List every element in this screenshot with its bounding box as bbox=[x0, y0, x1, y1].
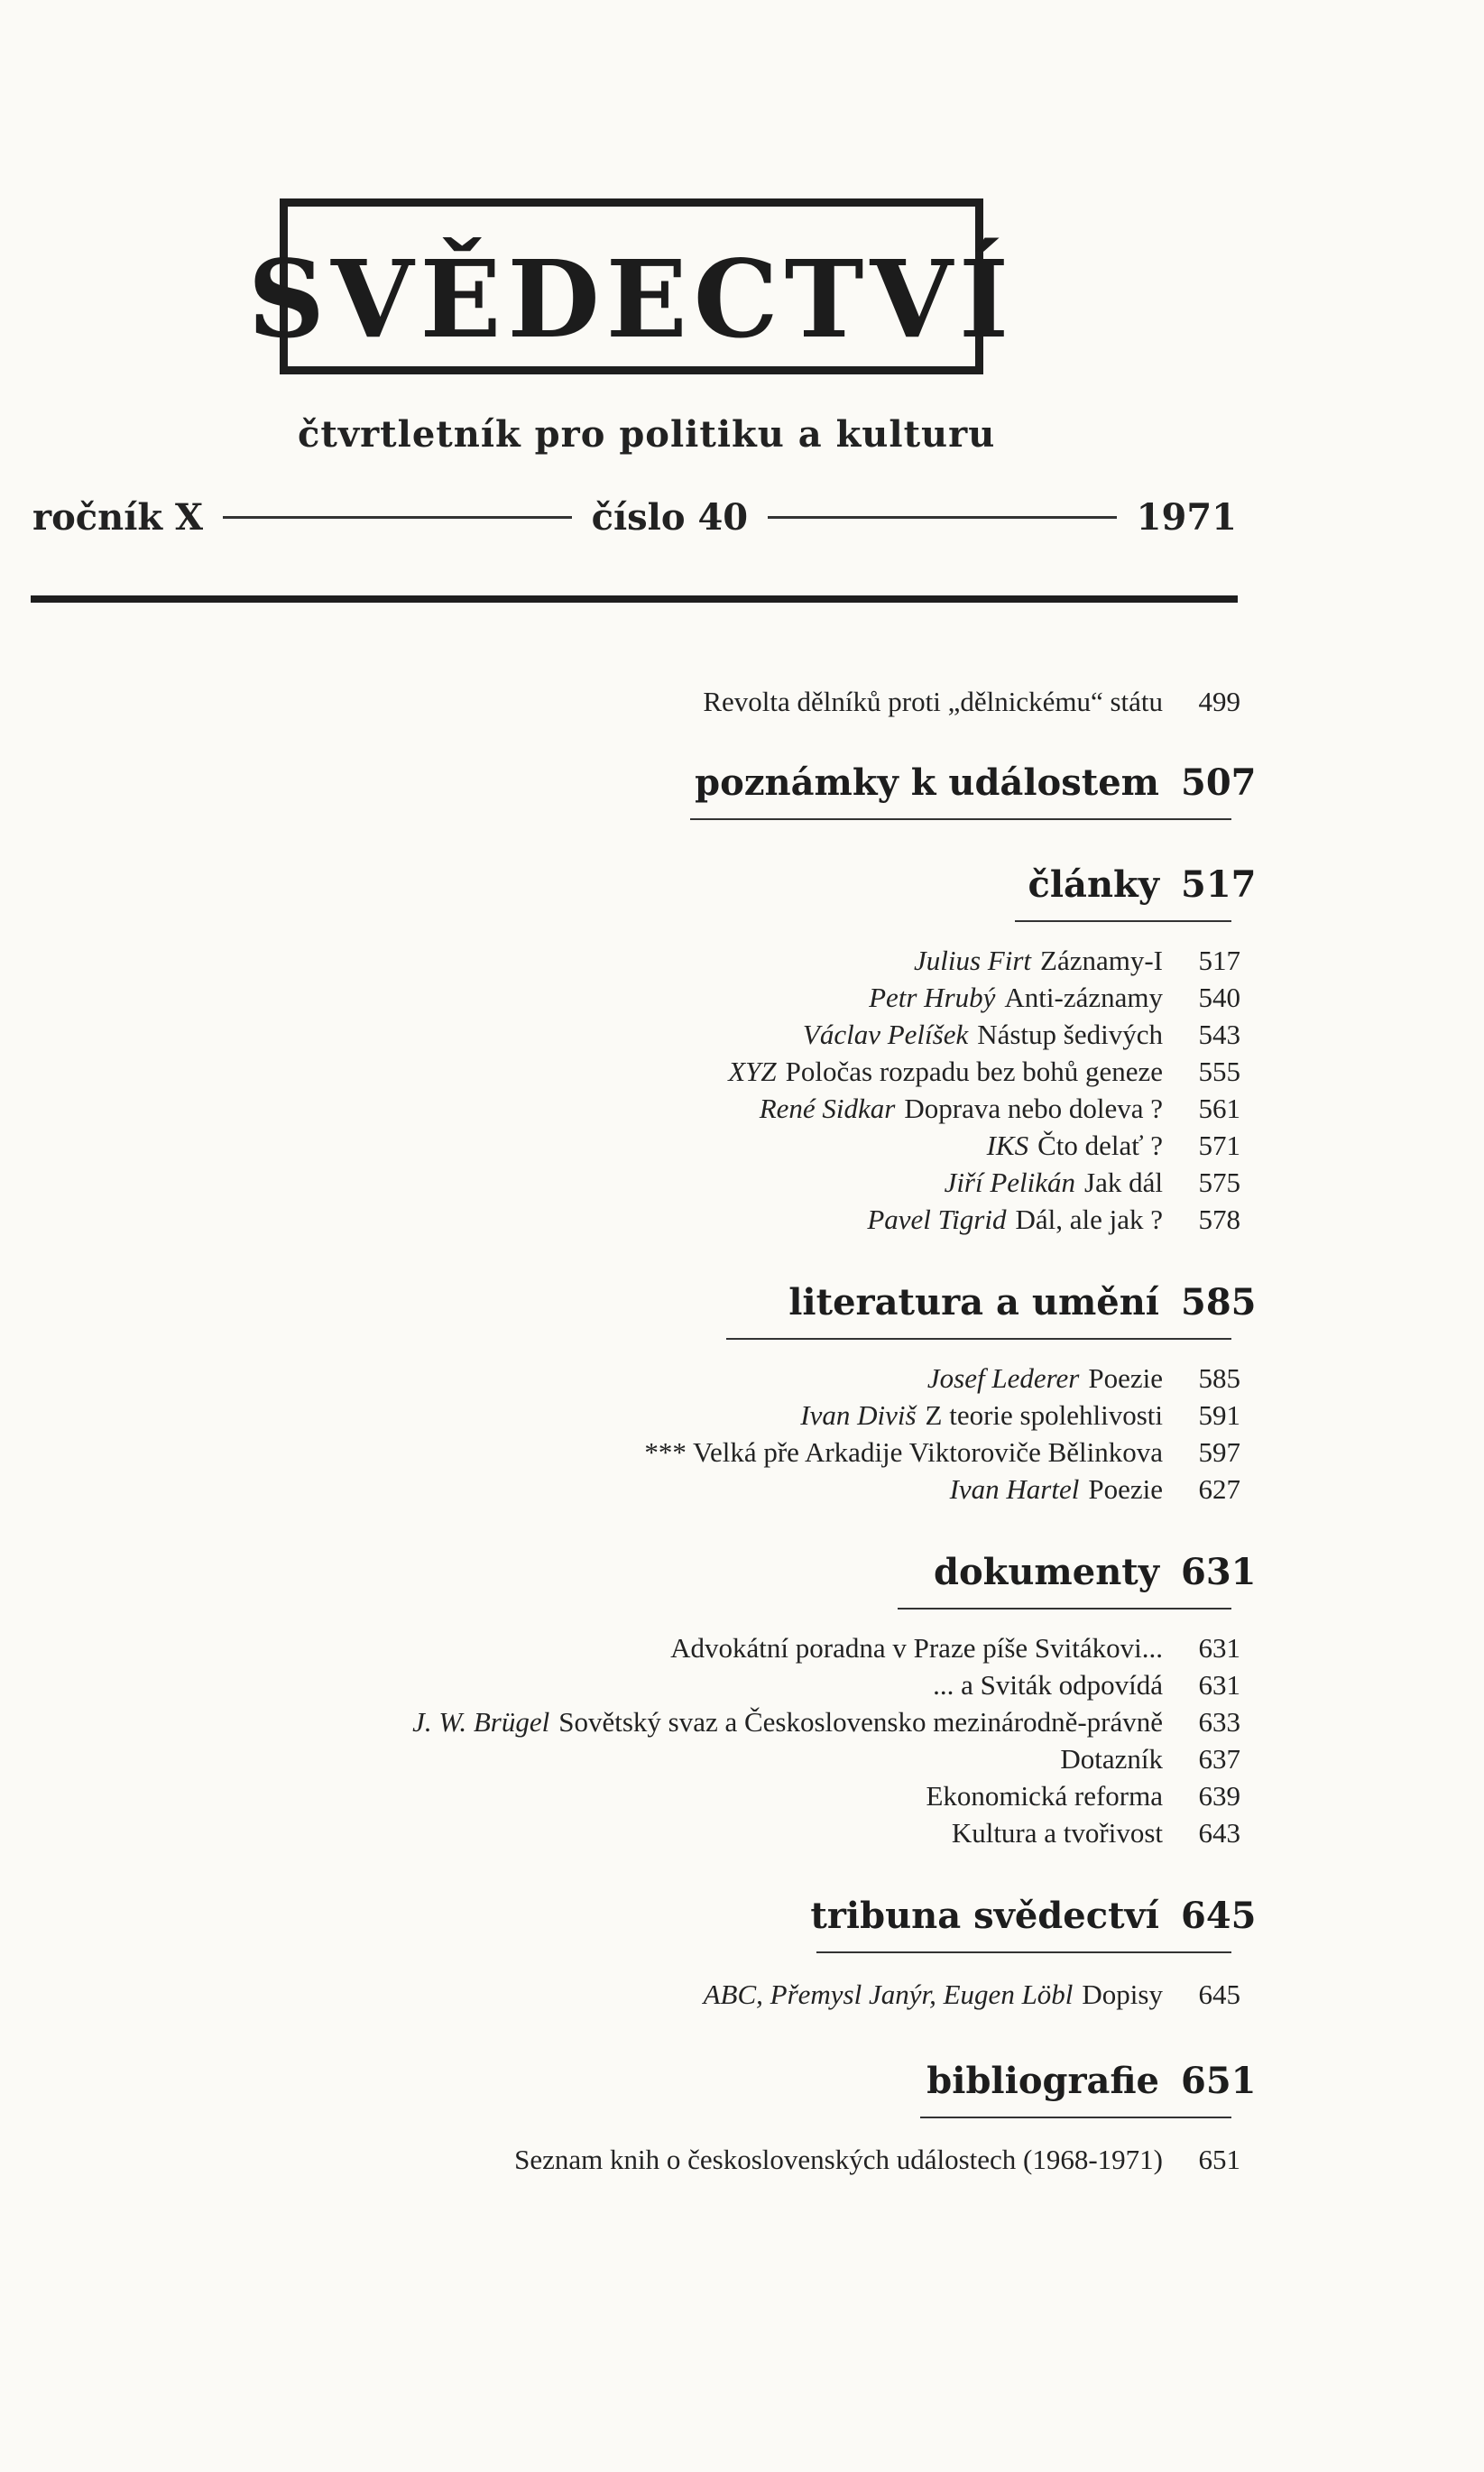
toc-entry bbox=[14, 1973, 1240, 2016]
toc-entry bbox=[14, 1434, 1240, 1471]
entry-title: Kultura a tvořivost bbox=[951, 1817, 1163, 1849]
toc-entry bbox=[14, 1016, 1240, 1053]
toc-entry bbox=[14, 1090, 1240, 1127]
toc-entry bbox=[14, 1740, 1240, 1777]
issue-info-row bbox=[32, 496, 1237, 539]
toc-entry bbox=[14, 979, 1240, 1016]
entry-author: Josef Lederer bbox=[926, 1362, 1080, 1394]
entry-author: Petr Hrubý bbox=[869, 982, 996, 1013]
header-rule bbox=[31, 595, 1238, 603]
entry-author: Václav Pelíšek bbox=[802, 1019, 969, 1050]
toc-entry bbox=[14, 1397, 1240, 1434]
volume-label: ročník X bbox=[32, 496, 204, 539]
section-page: 517 bbox=[1181, 863, 1257, 906]
entry-author: ABC, Přemysl Janýr, Eugen Löbl bbox=[703, 1979, 1074, 2010]
toc-intro-entry bbox=[14, 686, 1240, 718]
entry-page: 543 bbox=[1198, 1019, 1240, 1050]
entry-page: 555 bbox=[1198, 1056, 1240, 1087]
entry-page: 627 bbox=[1198, 1473, 1240, 1505]
section-title: poznámky k událostem bbox=[695, 761, 1159, 804]
entry-title: Z teorie spolehlivosti bbox=[925, 1399, 1163, 1431]
issue-number: číslo 40 bbox=[591, 496, 749, 539]
entry-author: René Sidkar bbox=[759, 1093, 896, 1124]
section-rule bbox=[920, 2117, 1231, 2118]
toc-section-heading bbox=[14, 1551, 1257, 1593]
toc-section-heading bbox=[14, 1281, 1257, 1324]
toc-entry bbox=[14, 1777, 1240, 1814]
entry-title: Advokátní poradna v Praze píše Svitákovi... bbox=[670, 1632, 1163, 1664]
toc-entry bbox=[14, 1703, 1240, 1740]
section-page: 507 bbox=[1181, 761, 1257, 804]
entry-page: 631 bbox=[1198, 1632, 1240, 1664]
entry-title: Dopisy bbox=[1082, 1979, 1163, 2010]
section-title: bibliografie bbox=[926, 2060, 1159, 2102]
toc-section-heading bbox=[14, 761, 1257, 804]
entry-page: 571 bbox=[1198, 1130, 1240, 1161]
entry-author: Jiří Pelikán bbox=[944, 1167, 1076, 1198]
entry-title: Jak dál bbox=[1084, 1167, 1163, 1198]
masthead-logo-box bbox=[247, 198, 1016, 374]
toc-entry bbox=[14, 1666, 1240, 1703]
entry-page: 645 bbox=[1198, 1979, 1240, 2010]
issue-year: 1971 bbox=[1136, 496, 1237, 539]
entry-page: 561 bbox=[1198, 1093, 1240, 1124]
entry-author: Ivan Hartel bbox=[949, 1473, 1080, 1505]
entry-title: Čto delať ? bbox=[1037, 1130, 1163, 1161]
entry-page: 651 bbox=[1198, 2144, 1240, 2175]
toc-entry bbox=[14, 1814, 1240, 1851]
toc-entry bbox=[14, 1471, 1240, 1508]
section-rule bbox=[1015, 920, 1231, 922]
entry-page: 597 bbox=[1198, 1436, 1240, 1468]
entry-title: Doprava nebo doleva ? bbox=[904, 1093, 1163, 1124]
toc-entry bbox=[14, 2138, 1240, 2181]
section-title: články bbox=[1028, 863, 1159, 906]
entry-title: Dál, ale jak ? bbox=[1015, 1204, 1163, 1235]
entry-title: Dotazník bbox=[1060, 1743, 1163, 1775]
toc-entry-page: 499 bbox=[1198, 686, 1240, 717]
toc-entry-title: Revolta dělníků proti „dělnickému“ státu bbox=[703, 686, 1163, 717]
entry-page: 591 bbox=[1198, 1399, 1240, 1431]
entry-title: Seznam knih o československých událostech (1968-1971) bbox=[514, 2144, 1163, 2175]
toc-section-heading bbox=[14, 863, 1257, 906]
entry-page: 643 bbox=[1198, 1817, 1240, 1849]
entry-page: 639 bbox=[1198, 1780, 1240, 1812]
entry-title: *** Velká pře Arkadije Viktoroviče Bělinkova bbox=[644, 1436, 1163, 1468]
entry-title: ... a Sviták odpovídá bbox=[933, 1669, 1163, 1701]
toc-entry bbox=[14, 942, 1240, 979]
toc-section-heading bbox=[14, 2060, 1257, 2102]
toc-entry bbox=[14, 1360, 1240, 1397]
toc-entry bbox=[14, 1164, 1240, 1201]
toc-section-heading bbox=[14, 1895, 1257, 1937]
section-title: tribuna svědectví bbox=[810, 1895, 1159, 1937]
divider-line bbox=[223, 516, 572, 519]
section-rule bbox=[726, 1338, 1231, 1340]
entry-author: IKS bbox=[986, 1130, 1029, 1161]
entry-title: Ekonomická reforma bbox=[926, 1780, 1163, 1812]
entry-author: Ivan Diviš bbox=[800, 1399, 917, 1431]
section-page: 645 bbox=[1181, 1895, 1257, 1937]
masthead-title: SVĚDECTVÍ bbox=[247, 235, 1016, 362]
entry-author: Julius Firt bbox=[913, 945, 1032, 976]
entry-title: Poezie bbox=[1088, 1473, 1163, 1505]
section-page: 651 bbox=[1181, 2060, 1257, 2102]
entry-author: Pavel Tigrid bbox=[867, 1204, 1007, 1235]
entry-page: 637 bbox=[1198, 1743, 1240, 1775]
entry-author: J. W. Brügel bbox=[412, 1706, 550, 1738]
toc-entry bbox=[14, 1053, 1240, 1090]
entry-page: 633 bbox=[1198, 1706, 1240, 1738]
table-of-contents bbox=[14, 686, 1257, 2181]
entry-title: Poločas rozpadu bez bohů geneze bbox=[785, 1056, 1163, 1087]
section-title: literatura a umění bbox=[788, 1281, 1159, 1324]
section-page: 631 bbox=[1181, 1551, 1257, 1593]
entry-page: 540 bbox=[1198, 982, 1240, 1013]
entry-title: Záznamy-I bbox=[1040, 945, 1163, 976]
section-rule bbox=[690, 818, 1231, 820]
entry-author: XYZ bbox=[728, 1056, 777, 1087]
toc-entry bbox=[14, 1127, 1240, 1164]
entry-page: 517 bbox=[1198, 945, 1240, 976]
entry-title: Sovětský svaz a Československo mezinárodně-právně bbox=[558, 1706, 1163, 1738]
entry-page: 575 bbox=[1198, 1167, 1240, 1198]
entry-title: Nástup šedivých bbox=[977, 1019, 1163, 1050]
section-rule bbox=[816, 1951, 1231, 1953]
masthead-subtitle: čtvrtletník pro politiku a kulturu bbox=[298, 413, 996, 456]
entry-page: 578 bbox=[1198, 1204, 1240, 1235]
entry-page: 585 bbox=[1198, 1362, 1240, 1394]
entry-page: 631 bbox=[1198, 1669, 1240, 1701]
entry-title: Poezie bbox=[1088, 1362, 1163, 1394]
section-rule bbox=[898, 1608, 1231, 1610]
divider-line bbox=[768, 516, 1117, 519]
section-title: dokumenty bbox=[933, 1551, 1159, 1593]
toc-entry bbox=[14, 1201, 1240, 1238]
entry-title: Anti-záznamy bbox=[1004, 982, 1163, 1013]
toc-entry bbox=[14, 1629, 1240, 1666]
section-page: 585 bbox=[1181, 1281, 1257, 1324]
